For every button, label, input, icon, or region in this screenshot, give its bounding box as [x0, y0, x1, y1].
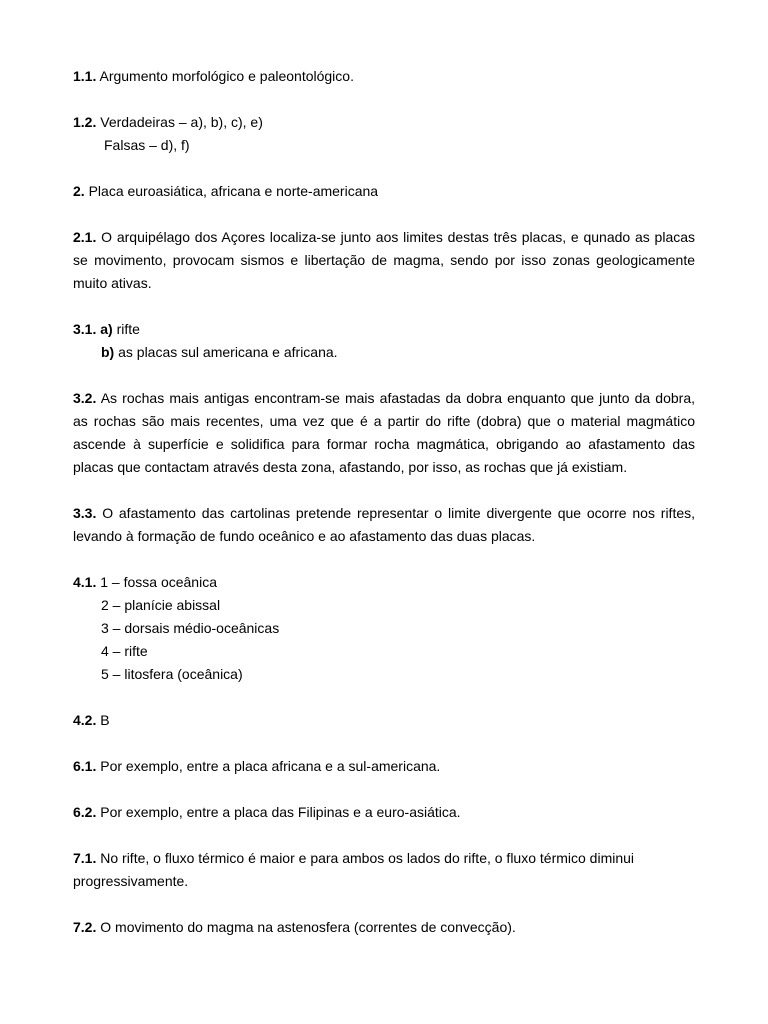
sub-answer-text: rifte	[116, 321, 140, 337]
answer-line-2	[73, 341, 695, 364]
answer-text: O arquipélago dos Açores localiza-se junto aos limites destas três placas, e qunado as placas se movimento, provocam sismos e libertação de magma, sendo por isso zonas geologicamente muito ativas.	[73, 229, 696, 291]
answer-line	[73, 111, 695, 134]
list-line: 1 – fossa oceânica	[100, 574, 217, 590]
answer-text: O movimento do magma na astenosfera (correntes de convecção).	[100, 919, 516, 935]
answer-3-2	[73, 387, 695, 479]
answer-number: 7.1.	[73, 850, 97, 866]
answer-3-1	[73, 318, 695, 364]
answer-text: Argumento morfológico e paleontológico.	[99, 68, 354, 84]
answer-text: O afastamento das cartolinas pretende representar o limite divergente que ocorre nos riftes, levando à formação de fundo oceânico e ao afastamento das duas placas.	[73, 505, 696, 544]
answer-7-1	[73, 847, 695, 893]
answer-6-1	[73, 755, 695, 778]
answer-line-2: Falsas – d), f)	[104, 137, 190, 153]
list-line: 5 – litosfera (oceânica)	[101, 666, 243, 682]
answer-line	[73, 318, 695, 341]
sub-answer-label: a)	[100, 321, 113, 337]
answer-text: Por exemplo, entre a placa africana e a sul-americana.	[100, 758, 441, 774]
answer-2-1	[73, 226, 695, 295]
sub-answer-text: as placas sul americana e africana.	[118, 344, 338, 360]
answer-text: Por exemplo, entre a placa das Filipinas e a euro-asiática.	[100, 804, 461, 820]
list-line: 2 – planície abissal	[101, 597, 221, 613]
sub-answer-label: b)	[101, 344, 115, 360]
answer-paragraph	[73, 387, 695, 479]
answer-line	[73, 916, 695, 939]
answer-4-1	[73, 571, 695, 686]
answer-paragraph	[73, 226, 695, 295]
answer-number: 1.2.	[73, 114, 97, 130]
answer-line	[73, 801, 695, 824]
answer-text: As rochas mais antigas encontram-se mais afastadas da dobra enquanto que junto da dobra, as rochas são mais recentes, uma vez que é a partir do rifte (dobra) que o material magmático ascende à superfície e solidifica para formar rocha magmática, obrigando ao afastamento das placas que contactam através desta zona, afastando, por isso, as rochas que já existiam.	[73, 390, 695, 475]
answer-number: 2.	[73, 183, 85, 199]
answer-number: 6.1.	[73, 758, 97, 774]
answer-number: 7.2.	[73, 919, 97, 935]
answer-line	[73, 65, 695, 88]
list-line: 3 – dorsais médio-oceânicas	[101, 620, 280, 636]
answer-paragraph	[73, 502, 695, 548]
answer-line	[73, 571, 695, 594]
answer-text: B	[100, 712, 110, 728]
answer-6-2	[73, 801, 695, 824]
answer-line	[73, 755, 695, 778]
answer-number: 6.2.	[73, 804, 97, 820]
answer-number: 3.1.	[73, 321, 97, 337]
answer-4-2	[73, 709, 695, 732]
answer-number: 3.3.	[73, 505, 97, 521]
answer-3-3	[73, 502, 695, 548]
answer-line	[73, 709, 695, 732]
list-line: 4 – rifte	[101, 643, 148, 659]
answer-number: 1.1.	[73, 68, 97, 84]
answer-line	[73, 180, 695, 203]
answer-number: 4.1.	[73, 574, 97, 590]
answer-number: 4.2.	[73, 712, 97, 728]
answer-7-2	[73, 916, 695, 939]
document-page	[73, 65, 695, 962]
answer-1-2	[73, 111, 695, 157]
answer-text: No rifte, o fluxo térmico é maior e para ambos os lados do rifte, o fluxo térmico diminui progressivamente.	[73, 850, 635, 889]
answer-number: 3.2.	[73, 390, 97, 406]
answer-number: 2.1.	[73, 229, 97, 245]
answer-text: Verdadeiras – a), b), c), e)	[100, 114, 263, 130]
answer-text: Placa euroasiática, africana e norte-americana	[88, 183, 379, 199]
answer-2	[73, 180, 695, 203]
answer-1-1	[73, 65, 695, 88]
answer-paragraph	[73, 847, 695, 893]
